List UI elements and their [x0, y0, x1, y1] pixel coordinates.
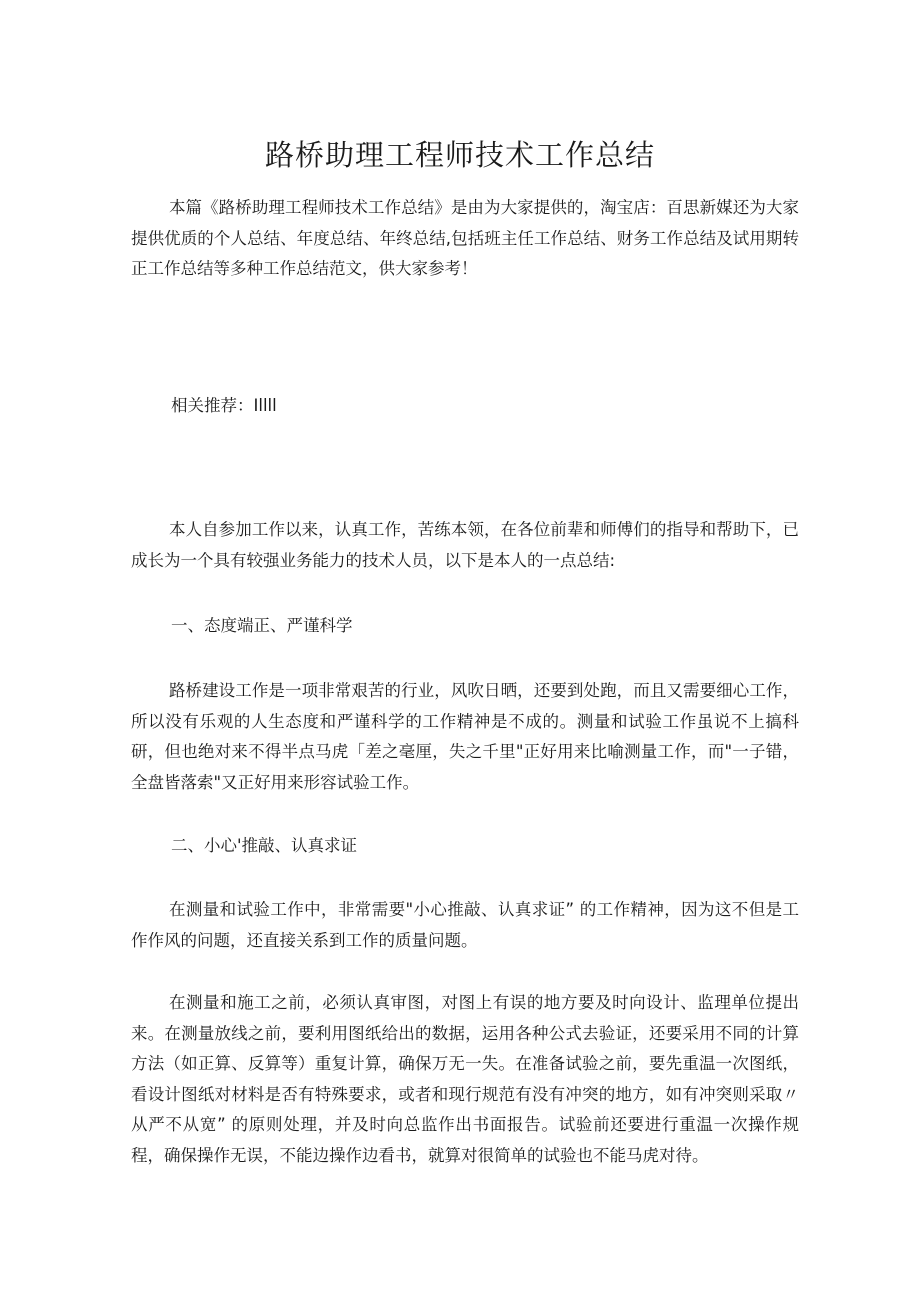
document-title: 路桥助理工程师技术工作总结 [264, 138, 655, 172]
section-2-paragraph-1: 在测量和试验工作中，非常需要"小心推敲、认真求证” 的工作精神，因为这不但是工作作风的问题，还直接关系到工作的质量问题。 [131, 900, 799, 950]
related-recommendation: 相关推荐：Illll [171, 396, 277, 415]
intro-paragraph: 本篇《路桥助理工程师技术工作总结》是由为大家提供的，淘宝店：百思新媒还为大家提供优质的个人总结、年度总结、年终总结,包括班主任工作总结、财务工作总结及试用期转正工作总结等多种工作总结范文，供大家参考！ [131, 198, 799, 278]
opening-paragraph: 本人自参加工作以来，认真工作，苦练本领，在各位前辈和师傅们的指导和帮助下，已成长为一个具有较强业务能力的技术人员，以下是本人的一点总结: [131, 520, 799, 570]
section-1-body: 路桥建设工作是一项非常艰苦的行业，风吹日晒，还要到处跑，而且又需要细心工作，所以没有乐观的人生态度和严谨科学的工作精神是不成的。测量和试验工作虽说不上搞科研，但也绝对来不得半点马虎「差之毫厘，失之千里"正好用来比喻测量工作，而"一子错，全盘皆落索"又正好用来形容试验工作。 [131, 681, 799, 792]
section-2-paragraph-2: 在测量和施工之前，必须认真审图，对图上有误的地方要及时向设计、监理单位提出来。在测量放线之前，要利用图纸给出的数据，运用各种公式去验证，还要采用不同的计算方法（如正算、反算等）重复计算，确保万无一失。在准备试验之前，要先重温一次图纸，看设计图纸对材料是否有特殊要求，或者和现行规范有没有冲突的地方，如有冲突则采取〃从严不从宽” 的原则处理，并及时向总监作出书面报告。试验前还要进行重温一次操作规程，确保操作无误，不能边操作边看书，就算对很简单的试验也不能马虎对待。 [131, 993, 799, 1165]
section-1-heading: 一、态度端正、严谨科学 [171, 616, 353, 635]
section-2-heading: 二、小心'推敲、认真求证 [171, 836, 358, 855]
